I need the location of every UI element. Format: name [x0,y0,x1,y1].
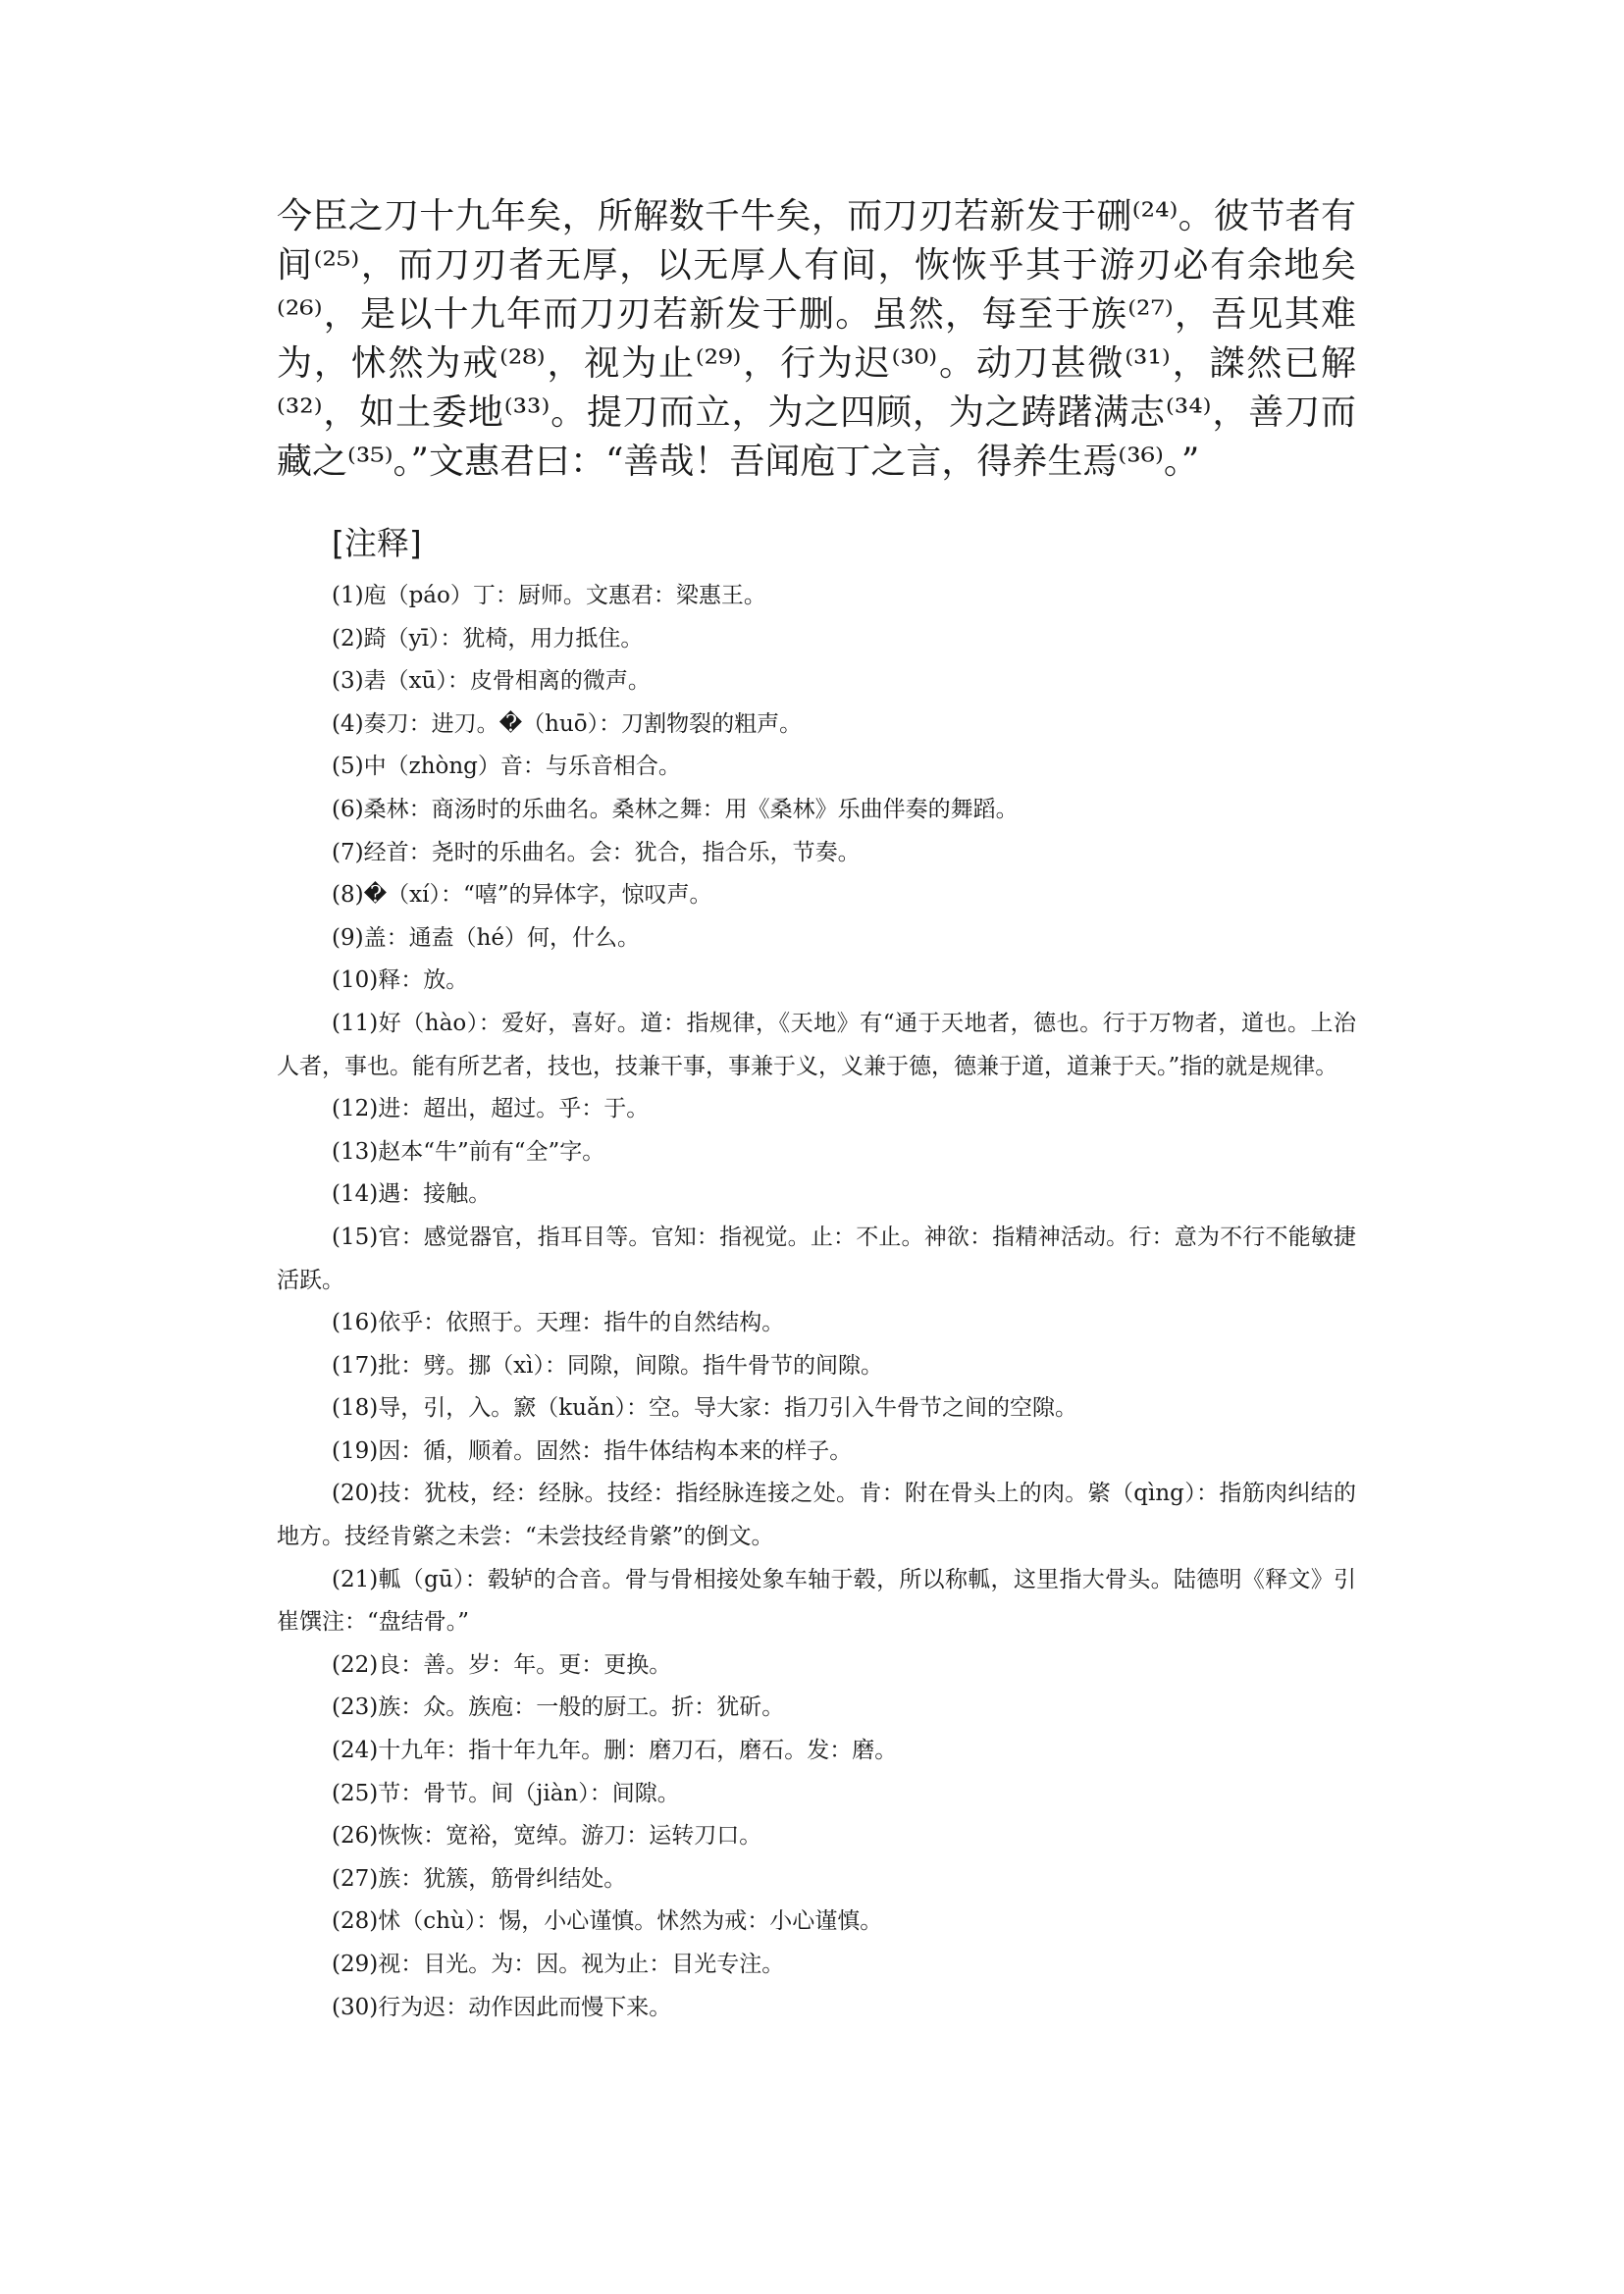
note-item: (2)踦（yī）：犹椅，用力抵住。 [332,625,644,652]
note-item: (15)官：感觉器官，指耳目等。官知：指视觉。止：不止。神欲：指精神活动。行：意为不行不能敏捷活跃。 [277,1224,1356,1293]
note-item: (19)因：循，顺着。固然：指牛体结构本来的样子。 [332,1437,853,1464]
note-item: (1)庖（páo）丁：厨师。文惠君：梁惠王。 [332,583,766,608]
note-item: (7)经首：尧时的乐曲名。会：犹合，指合乐，节奏。 [332,839,861,865]
note-item: (4)奏刀：进刀。�（huō）：刀割物裂的粗声。 [332,710,803,737]
notes-heading: [注释] [332,524,422,562]
note-item: (8)�（xí）：“嘻”的异体字，惊叹声。 [332,882,712,909]
note-item: (28)怵（chù）：惕，小心谨慎。怵然为戒：小心谨慎。 [332,1908,883,1935]
note-item: (20)技：犹枝，经：经脉。技经：指经脉连接之处。肯：附在骨头上的肉。綮（qìng）：指筋肉纠结的地方。技经肯綮之未尝：“未尝技经肯綮”的倒文。 [277,1481,1356,1550]
main-paragraph: 今臣之刀十九年矣，所解数千牛矣，而刀刃若新发于硎⁽²⁴⁾。彼节者有间⁽²⁵⁾，而刀刃者无厚，以无厚人有间，恢恢乎其于游刃必有余地矣⁽²⁶⁾，是以十九年而刀刃若新发于删。虽然，每至于族⁽²⁷⁾，吾见其难为，怵然为戒⁽²⁸⁾，视为止⁽²⁹⁾，行为迟⁽³⁰⁾。动刀甚微⁽³¹⁾，謋然已解⁽³²⁾，如土委地⁽³³⁾。提刀而立，为之四顾，为之踌躇满志⁽³⁴⁾，善刀而藏之⁽³⁵⁾。”文惠君曰：“善哉！吾闻庖丁之言，得养生焉⁽³⁶⁾。” [277,196,1356,482]
note-item: (22)良：善。岁：年。更：更换。 [332,1651,672,1678]
note-item: (25)节：骨节。间（jiàn）：间隙。 [332,1780,680,1806]
note-item: (10)释：放。 [332,967,469,994]
notes-list [277,575,1356,2029]
note-item: (27)族：犹簇，筋骨纠结处。 [332,1865,627,1892]
main-text [277,192,1356,487]
note-item: (14)遇：接触。 [332,1181,492,1208]
note-item: (26)恢恢：宽裕，宽绰。游刀：运转刀口。 [332,1823,762,1850]
note-item: (3)砉（xū）：皮骨相离的微声。 [332,668,651,695]
note-item: (30)行为迟：动作因此而慢下来。 [332,1994,672,2020]
note-item: (18)导，引，入。窾（kuǎn）：空。导大家：指刀引入牛骨节之间的空隙。 [332,1395,1077,1422]
note-item: (5)中（zhòng）音：与乐音相合。 [332,754,681,780]
note-item: (23)族：众。族庖：一般的厨工。折：犹斫。 [332,1694,785,1721]
note-item: (29)视：目光。为：因。视为止：目光专注。 [332,1952,785,1977]
note-item: (12)进：超出，超过。乎：于。 [332,1096,650,1122]
note-item: (11)好（hào）：爱好，喜好。道：指规律，《天地》有“通于天地者，德也。行于万物者，道也。上治人者，事也。能有所艺者，技也，技兼干事，事兼于义，义兼于德，德兼于道，道兼于天。”指的就是规律。 [277,1010,1356,1079]
note-item: (17)批：劈。挪（xì）：同隙，间隙。指牛骨节的间隙。 [332,1352,884,1379]
note-item: (6)桑林：商汤时的乐曲名。桑林之舞：用《桑林》乐曲伴奏的舞蹈。 [332,796,1019,822]
note-item: (16)依乎：依照于。天理：指牛的自然结构。 [332,1310,785,1336]
note-item: (21)軱（gū）：毂轳的合音。骨与骨相接处象车轴于毂，所以称軱，这里指大骨头。陆德明《释文》引崔馔注：“盘结骨。” [277,1566,1356,1636]
note-item: (9)盖：通盍（hé）何，什么。 [332,924,641,951]
note-item: (24)十九年：指十年九年。删：磨刀石，磨石。发：磨。 [332,1738,898,1764]
note-item: (13)赵本“牛”前有“全”字。 [332,1138,605,1165]
